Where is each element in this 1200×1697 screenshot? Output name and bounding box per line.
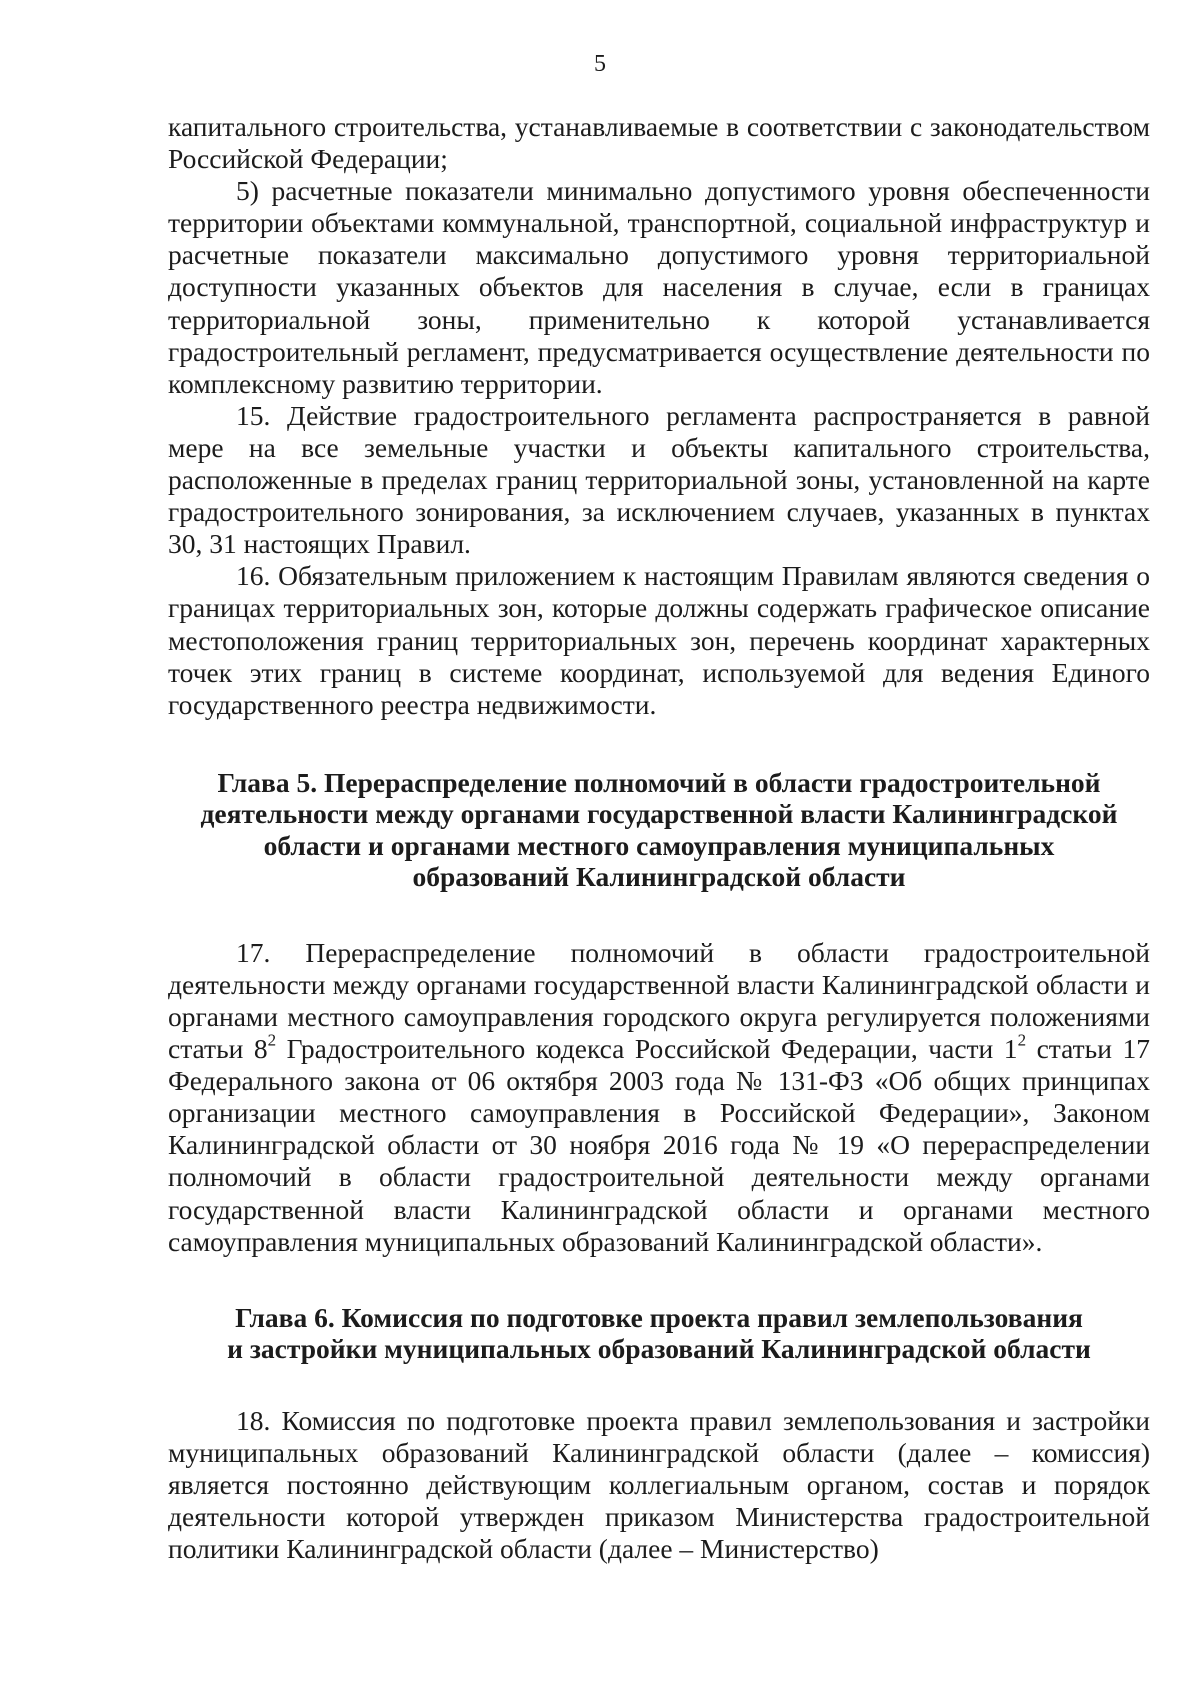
document-body xyxy=(168,111,1150,1565)
chapter-5-heading xyxy=(168,767,1150,893)
superscript: 2 xyxy=(267,1030,277,1050)
paragraph-18: 18. Комиссия по подготовке проекта правил землепользования и застройки муниципальных образований Калининградской области (далее – комиссия) является постоянно действующим коллегиальным органом, состав и порядок деятельности которой утвержден приказом Министерства градостроительной политики Калининградской области (далее – Министерство) xyxy=(168,1404,1150,1565)
paragraph-17 xyxy=(168,937,1150,1258)
chapter-6-heading-line: и застройки муниципальных образований Калининградской области xyxy=(227,1333,1091,1365)
paragraph-16: 16. Обязательным приложением к настоящим Правилам являются сведения о границах территориальных зон, которые должны содержать графическое описание местоположения границ территориальных зон, перечень координат характерных точек этих границ в системе координат, используемой для ведения Единого государственного реестра недвижимости. xyxy=(168,560,1150,720)
chapter-5-heading-line: образований Калининградской области xyxy=(412,861,906,893)
paragraph-continuation: капитального строительства, устанавливаемые в соответствии с законодательством Российской Федерации; xyxy=(168,111,1150,175)
chapter-5-heading-line: деятельности между органами государственной власти Калининградской xyxy=(200,798,1118,830)
paragraph-17-text: Градостроительного кодекса Российской Федерации, части 1 xyxy=(276,1033,1018,1065)
chapter-6-heading xyxy=(168,1302,1150,1365)
paragraph-17-text: статьи 17 Федерального закона от 06 октября 2003 года № 131-ФЗ «Об общих принципах организации местного самоуправления в Российской Федерации», Законом Калининградской области от 30 ноября 2016 года № 19 «О перераспределении полномочий в области градостроительной деятельности между органами государственной власти Калининградской области и органами местного самоуправления муниципальных образований Калининградской области». xyxy=(168,1033,1150,1257)
paragraph-17-text: 17. Перераспределение полномочий в области градостроительной деятельности между органами государственной власти Калининградской области и органами местного самоуправления городского округа регулируется положениями статьи 8 xyxy=(168,936,1150,1065)
chapter-5-heading-line: области и органами местного самоуправления муниципальных xyxy=(263,829,1055,861)
chapter-6-heading-line: Глава 6. Комиссия по подготовке проекта правил землепользования xyxy=(235,1301,1083,1333)
paragraph-15: 15. Действие градостроительного регламента распространяется в равной мере на все земельные участки и объекты капитального строительства, расположенные в пределах границ территориальной зоны, установленной на карте градостроительного зонирования, за исключением случаев, указанных в пунктах 30, 31 настоящих Правил. xyxy=(168,399,1150,560)
chapter-5-heading-line: Глава 5. Перераспределение полномочий в области градостроительной xyxy=(217,766,1101,798)
superscript: 2 xyxy=(1017,1030,1027,1050)
page-number: 5 xyxy=(594,51,606,77)
paragraph-item-5: 5) расчетные показатели минимально допустимого уровня обеспеченности территории объектами коммунальной, транспортной, социальной инфраструктур и расчетные показатели максимально допустимого уровня территориальной доступности указанных объектов для населения в случае, если в границах территориальной зоны, применительно к которой устанавливается градостроительный регламент, предусматривается осуществление деятельности по комплексному развитию территории. xyxy=(168,175,1150,399)
